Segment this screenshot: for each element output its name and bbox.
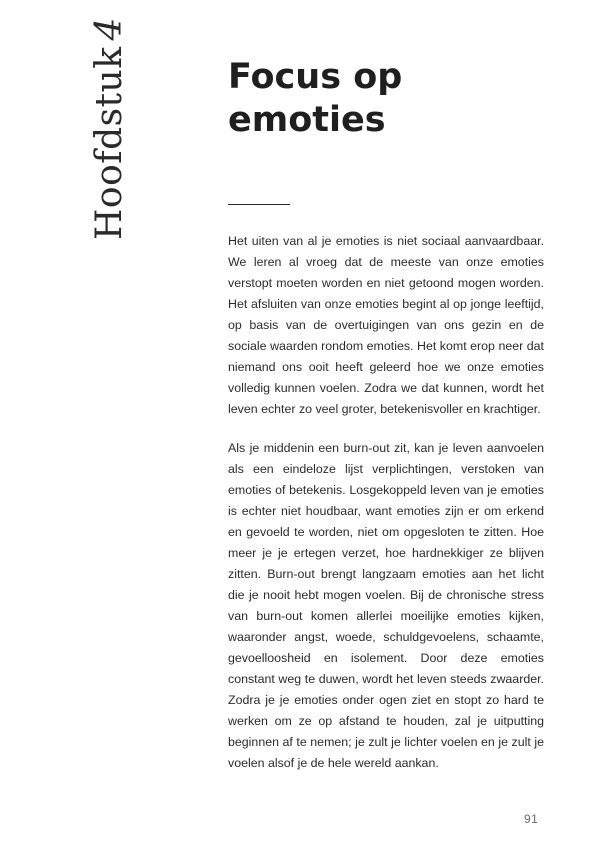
chapter-number: 4	[89, 17, 130, 41]
page-title-line-1: Focus op	[228, 57, 403, 97]
title-divider	[228, 204, 290, 205]
paragraph-2: Als je middenin een burn-out zit, kan je leven aanvoelen als een eindeloze lijst verplichtingen, verstoken van emoties of betekenis. Losgekoppeld leven van je emoties is echter niet houdbaar, want emoties zijn er om erkend en gevoeld te worden, niet om opgesloten te zitten. Hoe meer je je ertegen verzet, hoe hardnekkiger ze blijven zitten. Burn-out brengt langzaam emoties aan het licht die je nooit hebt mogen voelen. Bij de chronische stress van burn-out komen allerlei moeilijke emoties kijken, waaronder angst, woede, schuldgevoelens, schaamte, gevoelloosheid en isolement. Door deze emoties constant weg te duwen, wordt het leven steeds zwaarder. Zodra je je emoties onder ogen ziet en stopt zo hard te werken om ze op afstand te houden, zal je uitputting beginnen af te nemen; je zult je lichter voelen en je zult je voelen alsof je de hele wereld aankan.	[228, 441, 544, 770]
chapter-label-text: Hoofdstuk	[89, 46, 130, 240]
page-title-line-2: emoties	[228, 100, 386, 140]
page-title	[228, 56, 548, 142]
page-number: 91	[524, 812, 539, 826]
chapter-label	[89, 17, 130, 240]
paragraph-1: Het uiten van al je emoties is niet sociaal aanvaardbaar. We leren al vroeg dat de meeste van onze emoties verstopt moeten worden en niet getoond mogen worden. Het afsluiten van onze emoties begint al op jonge leeftijd, op basis van de overtuigingen van ons gezin en de sociale waarden rondom emoties. Het komt erop neer dat niemand ons ooit heeft geleerd hoe we onze emoties volledig kunnen voelen. Zodra we dat kunnen, wordt het leven echter zo veel groter, betekenisvoller en krachtiger.	[228, 234, 544, 416]
body-text	[228, 231, 544, 792]
